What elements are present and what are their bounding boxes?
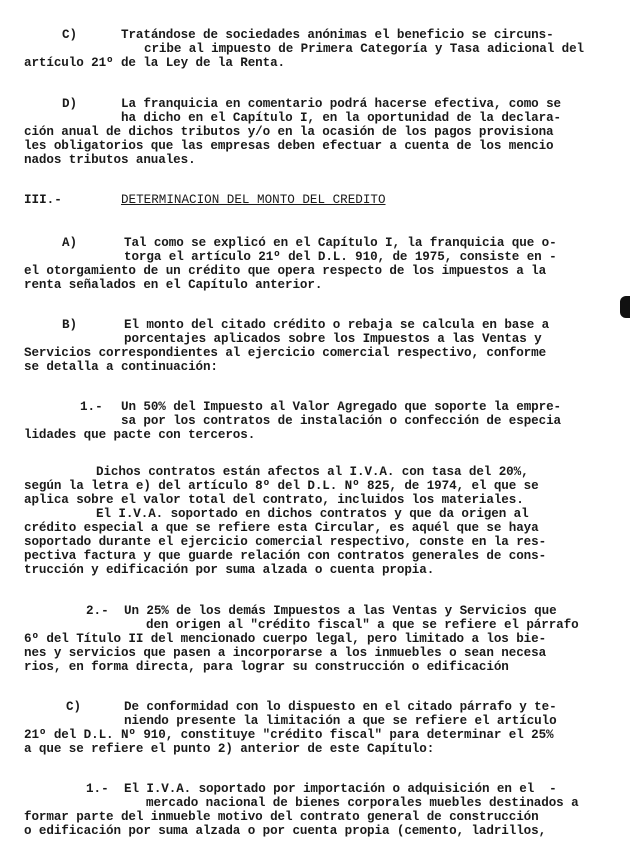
section-d-line-3: ción anual de dichos tributos y/o en la ocasión de los pagos provisiona (24, 125, 554, 139)
section-b-line-1: El monto del citado crédito o rebaja se calcula en base a (124, 318, 550, 332)
item-b2-label: 2.- (86, 604, 109, 618)
section-d-label: D) (62, 97, 78, 111)
section-b-line-3: Servicios correspondientes al ejercicio comercial respectivo, conforme (24, 346, 547, 360)
section-a-label: A) (62, 236, 78, 250)
item-b1-label: 1.- (80, 400, 103, 414)
paragraph-2-line-1: El I.V.A. soportado en dichos contratos y que da origen al (96, 507, 529, 521)
section-a-line-2: torga el artículo 21º del D.L. 910, de 1975, consiste en - (124, 250, 557, 264)
section-a-line-1: Tal como se explicó en el Capítulo I, la franquicia que o- (124, 236, 557, 250)
section-c2-line-3: 21º del D.L. Nº 910, constituye "crédito fiscal" para determinar el 25% (24, 728, 554, 742)
binder-hole-mark (620, 296, 630, 318)
section-d-line-5: nados tributos anuales. (24, 153, 196, 167)
item-b1-line-1: Un 50% del Impuesto al Valor Agregado que soporte la empre- (121, 400, 561, 414)
item-c2-1-line-1: El I.V.A. soportado por importación o adquisición en el - (124, 782, 557, 796)
item-b2-line-1: Un 25% de los demás Impuestos a las Ventas y Servicios que (124, 604, 557, 618)
section-b-line-2: porcentajes aplicados sobre los Impuestos a las Ventas y (124, 332, 542, 346)
section-c2-line-1: De conformidad con lo dispuesto en el citado párrafo y te- (124, 700, 557, 714)
item-b1-line-3: lidades que pacte con terceros. (24, 428, 256, 442)
item-b1-line-2: sa por los contratos de instalación o confección de especia (121, 414, 561, 428)
item-c2-1-line-4: o edificación por suma alzada o por cuenta propia (cemento, ladrillos, (24, 824, 547, 838)
section-c-line-1: Tratándose de sociedades anónimas el beneficio se circuns- (121, 28, 554, 42)
item-c2-1-line-3: formar parte del inmueble motivo del contrato general de construcción (24, 810, 539, 824)
item-b2-line-5: rios, en forma directa, para lograr su construcción o edificación (24, 660, 509, 674)
paragraph-2-line-5: trucción y edificación por suma alzada o cuenta propia. (24, 563, 435, 577)
paragraph-1-line-1: Dichos contratos están afectos al I.V.A. con tasa del 20%, (96, 465, 529, 479)
section-c-line-2: cribe al impuesto de Primera Categoría y Tasa adicional del (144, 42, 584, 56)
section-a-line-4: renta señalados en el Capítulo anterior. (24, 278, 323, 292)
section-a-line-3: el otorgamiento de un crédito que opera respecto de los impuestos a la (24, 264, 547, 278)
paragraph-2-line-2: crédito especial a que se refiere esta Circular, es aquél que se haya (24, 521, 539, 535)
item-c2-1-label: 1.- (86, 782, 109, 796)
section-iii-label: III.- (24, 193, 62, 207)
section-c2-line-4: a que se refiere el punto 2) anterior de este Capítulo: (24, 742, 435, 756)
paragraph-1-line-2: según la letra e) del artículo 8º del D.L. Nº 825, de 1974, el que se (24, 479, 539, 493)
paragraph-1-line-3: aplica sobre el valor total del contrato, incluidos los materiales. (24, 493, 524, 507)
section-d-line-2: ha dicho en el Capítulo I, en la oportunidad de la declara- (121, 111, 561, 125)
item-b2-line-4: nes y servicios que pasen a incorporarse a los inmuebles o sean necesa (24, 646, 547, 660)
section-c-line-3: artículo 21º de la Ley de la Renta. (24, 56, 286, 70)
section-b-line-4: se detalla a continuación: (24, 360, 218, 374)
paragraph-2-line-3: soportado durante el ejercicio comercial respectivo, conste en la res- (24, 535, 547, 549)
item-c2-1-line-2: mercado nacional de bienes corporales muebles destinados a (146, 796, 579, 810)
item-b2-line-3: 6º del Título II del mencionado cuerpo legal, pero limitado a los bie- (24, 632, 547, 646)
section-b-label: B) (62, 318, 78, 332)
section-d-line-4: les obligatorios que las empresas deben efectuar a cuenta de los mencio (24, 139, 554, 153)
section-d-line-1: La franquicia en comentario podrá hacerse efectiva, como se (121, 97, 561, 111)
section-heading: DETERMINACION DEL MONTO DEL CREDITO (121, 193, 386, 207)
section-c-label: C) (62, 28, 78, 42)
item-b2-line-2: den origen al "crédito fiscal" a que se refiere el párrafo (146, 618, 579, 632)
paragraph-2-line-4: pectiva factura y que guarde relación con contratos generales de cons- (24, 549, 547, 563)
section-c2-line-2: niendo presente la limitación a que se refiere el artículo (124, 714, 557, 728)
section-c2-label: C) (66, 700, 82, 714)
